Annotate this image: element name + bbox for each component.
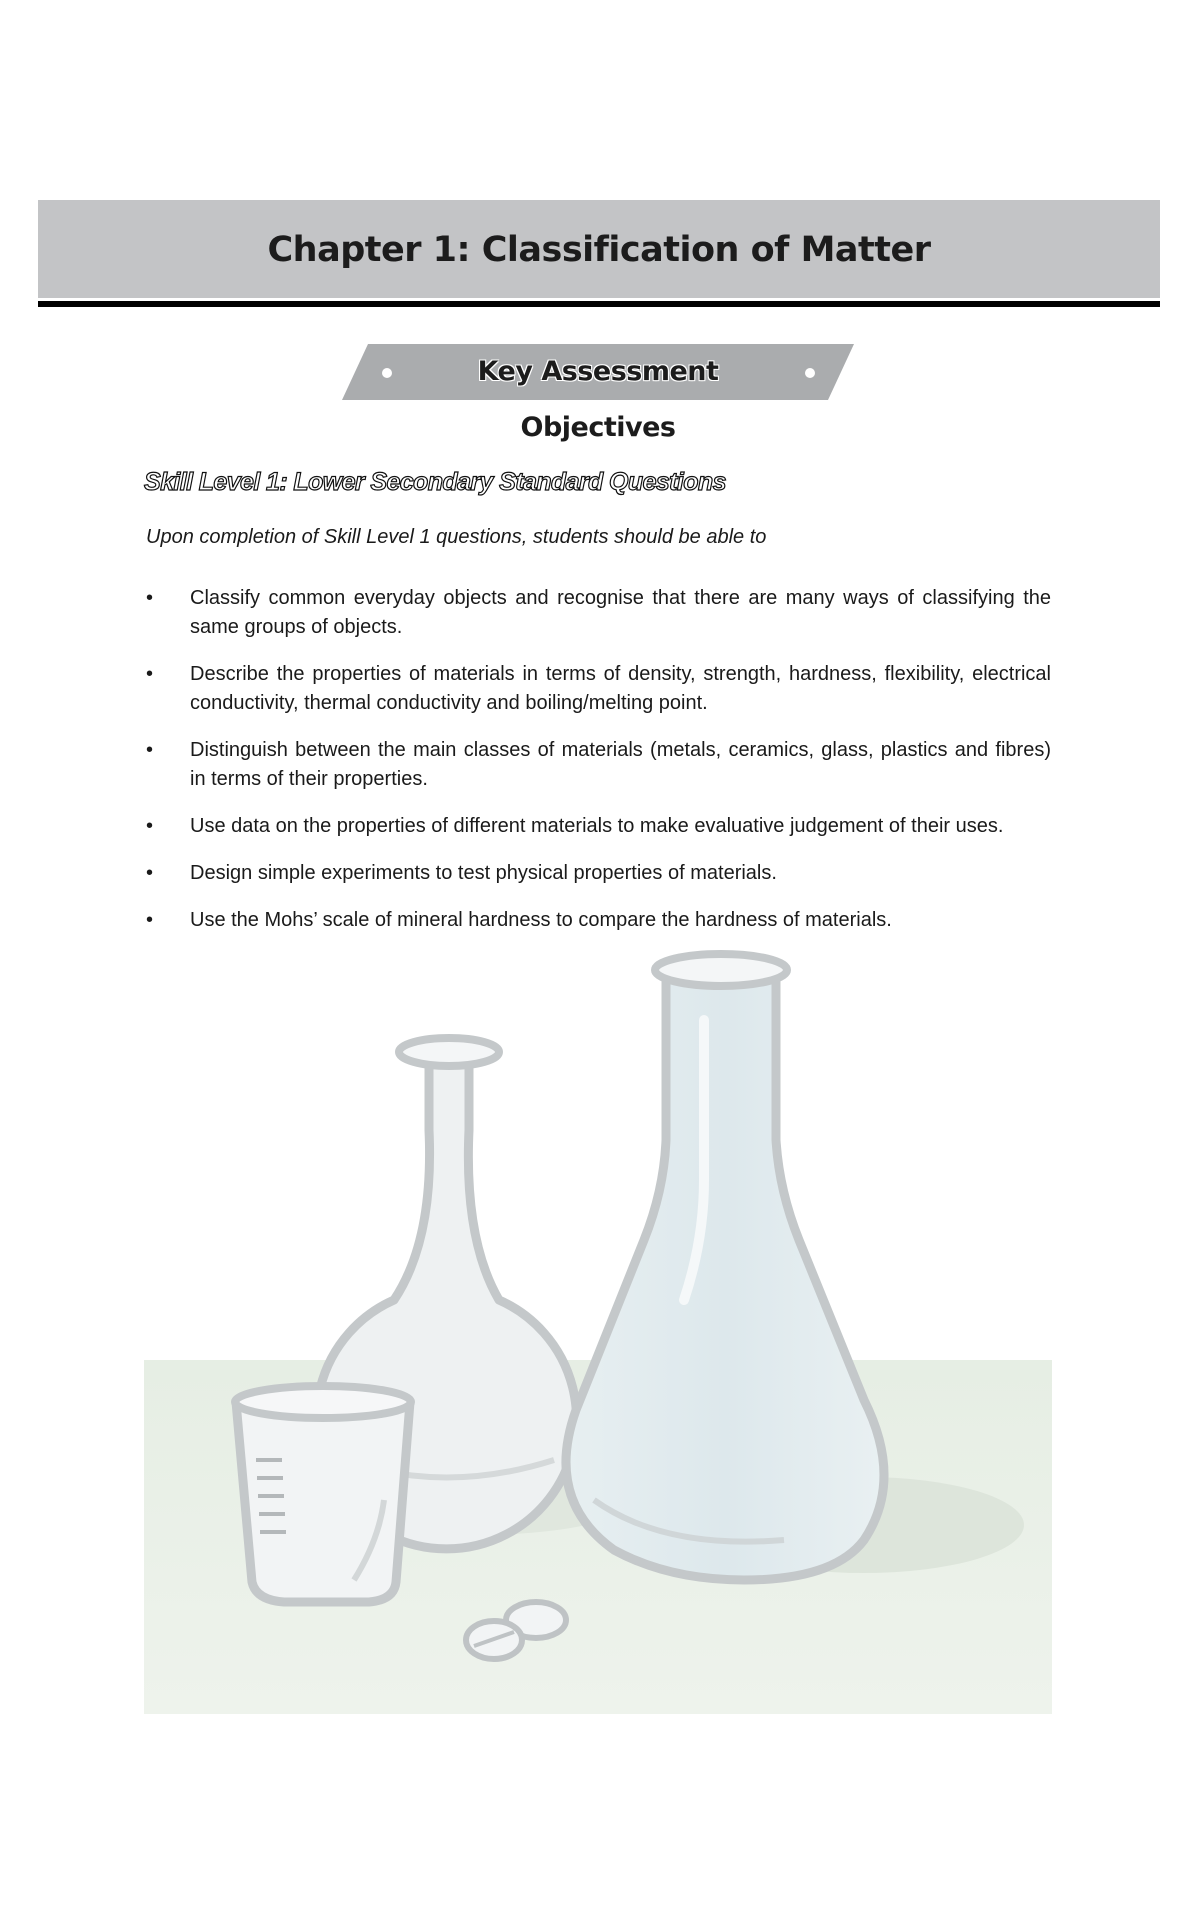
bullet-icon: • [146, 862, 154, 884]
list-item [146, 584, 1051, 642]
skill-level-heading: Skill Level 1: Lower Secondary Standard Questions [144, 468, 726, 496]
objective-text: Distinguish between the main classes of materials (metals, ceramics, glass, plastics and fibres) in terms of their properties. [190, 739, 1051, 790]
key-assessment-objectives-banner [342, 344, 854, 443]
objectives-list [146, 584, 1051, 953]
banner-label: Key Assessment Objectives [477, 356, 719, 443]
conical-flask-icon [566, 954, 884, 1580]
chapter-header-rule [38, 301, 1160, 307]
beaker-icon [235, 1386, 411, 1602]
bullet-icon: • [146, 587, 154, 609]
objective-text: Describe the properties of materials in terms of density, strength, hardness, flexibility, electrical conductivity, thermal conductivity and boiling/melting point. [190, 663, 1051, 714]
list-item [146, 859, 1051, 888]
list-item [146, 736, 1051, 794]
banner-bullet-left-icon [382, 368, 392, 378]
list-item [146, 812, 1051, 841]
objective-text: Use data on the properties of different materials to make evaluative judgement of their uses. [190, 815, 1004, 837]
bullet-icon: • [146, 909, 154, 931]
bullet-icon: • [146, 663, 154, 685]
skill-level-intro: Upon completion of Skill Level 1 questions, students should be able to [146, 526, 767, 548]
bullet-icon: • [146, 815, 154, 837]
list-item [146, 660, 1051, 718]
banner-bullet-right-icon [805, 368, 815, 378]
objective-text: Use the Mohs’ scale of mineral hardness to compare the hardness of materials. [190, 909, 892, 931]
chapter-title: Chapter 1: Classification of Matter [267, 230, 931, 270]
list-item [146, 906, 1051, 935]
glassware-drawing [144, 940, 1052, 1720]
laboratory-glassware-illustration [144, 940, 1052, 1720]
objective-text: Design simple experiments to test physical properties of materials. [190, 862, 777, 884]
objective-text: Classify common everyday objects and recognise that there are many ways of classifying the same groups of objects. [190, 587, 1051, 638]
bullet-icon: • [146, 739, 154, 761]
